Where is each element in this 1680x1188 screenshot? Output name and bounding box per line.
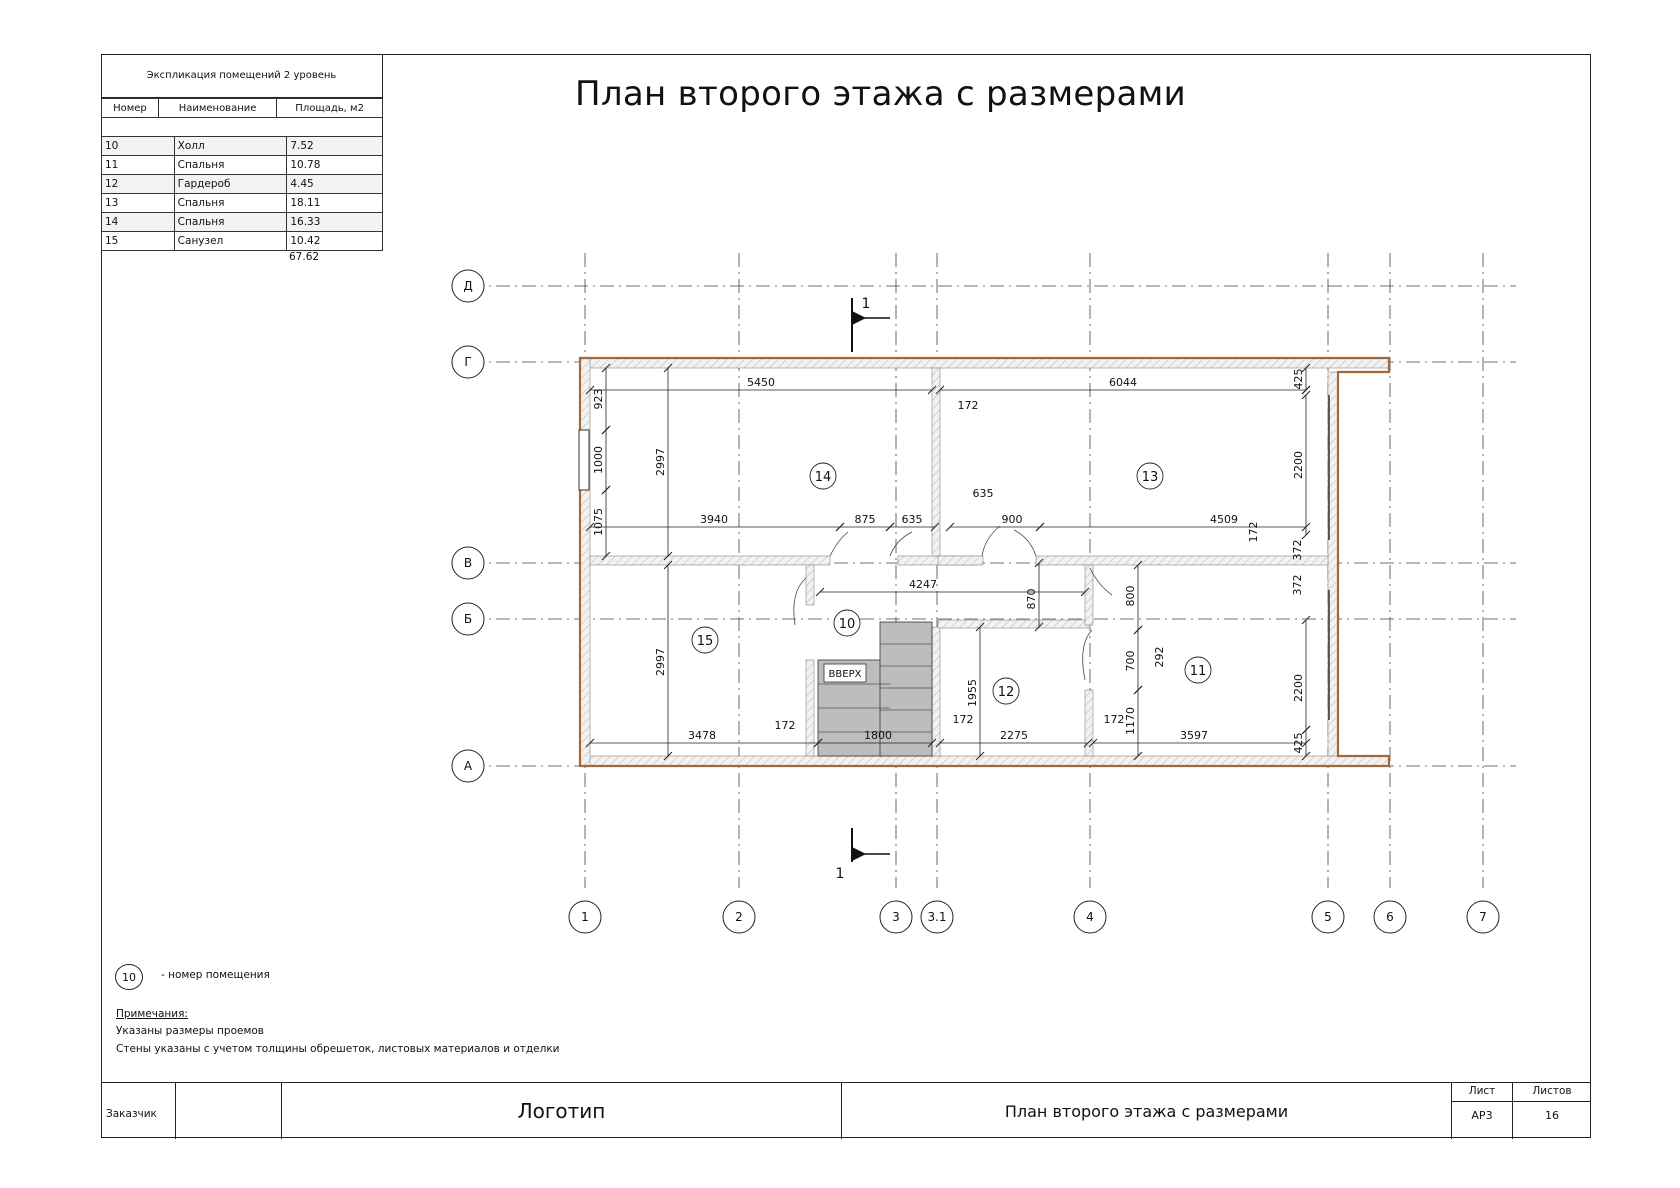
dim-text: 2200	[1292, 451, 1305, 479]
axis-label: В	[463, 556, 473, 570]
dim-text: 372	[1291, 539, 1304, 561]
dim-text: 172	[774, 719, 796, 732]
wall	[1085, 565, 1093, 625]
row-area: 7.52	[287, 137, 383, 156]
wall	[932, 368, 940, 556]
sheets-cell	[1513, 1083, 1591, 1139]
dim-text: 635	[901, 513, 923, 526]
row-area: 16.33	[287, 213, 383, 232]
door-swing	[1083, 630, 1092, 680]
axis-label: 7	[1479, 910, 1487, 924]
section-label: 1	[861, 296, 871, 312]
customer-cell	[101, 1083, 176, 1139]
row-number: 12	[102, 175, 175, 194]
dim-text: 4509	[1210, 513, 1238, 526]
dim-text: 3478	[688, 729, 716, 742]
dim-text: 923	[592, 388, 605, 410]
axis-label: Г	[464, 355, 472, 369]
page-title: План второго этажа с размерами	[575, 74, 1186, 114]
legend-text: - номер помещения	[161, 969, 270, 981]
logo-cell: Логотип	[282, 1083, 842, 1139]
dim-text: 172	[1247, 521, 1260, 543]
door-swing	[830, 532, 848, 556]
dim-text: 292	[1153, 646, 1166, 668]
dim-text: 1955	[966, 679, 979, 707]
sheet-label: Лист	[1452, 1085, 1512, 1102]
dim-text: 1170	[1124, 707, 1137, 735]
row-name: Спальня	[174, 194, 287, 213]
dim-text: 2275	[1000, 729, 1028, 742]
sheet-value: АР3	[1471, 1109, 1493, 1122]
dim-text: 2997	[654, 448, 667, 476]
row-area: 10.42	[287, 232, 383, 251]
note-line: Указаны размеры проемов	[116, 1025, 264, 1037]
row-name: Гардероб	[174, 175, 287, 194]
wall	[806, 565, 814, 605]
dim-text: 635	[972, 487, 994, 500]
axis-label: 3	[892, 910, 900, 924]
explication-caption: Экспликация помещений 2 уровень	[101, 54, 383, 98]
wall	[1036, 556, 1328, 565]
col-name: Наименование	[158, 99, 276, 118]
axis-label: 1	[581, 910, 589, 924]
row-area: 18.11	[287, 194, 383, 213]
col-area: Площадь, м2	[277, 99, 383, 118]
wall	[938, 556, 983, 565]
row-number: 11	[102, 156, 175, 175]
dim-text: 870	[1025, 588, 1038, 610]
door-swing	[1090, 568, 1112, 595]
dim-text: 800	[1124, 585, 1137, 607]
drawing-name-cell: План второго этажа с размерами	[842, 1083, 1452, 1139]
room-tag-label: 13	[1141, 470, 1159, 485]
dim-text: 2997	[654, 648, 667, 676]
door-swing	[982, 526, 1000, 556]
door-swing	[1014, 530, 1036, 556]
sheets-label: Листов	[1513, 1085, 1591, 1102]
room-tag-label: 11	[1189, 664, 1207, 679]
notes-heading: Примечания:	[116, 1008, 188, 1020]
axis-grid	[452, 253, 1516, 933]
wall	[580, 756, 1389, 766]
axis-label: 2	[735, 910, 743, 924]
customer-label: Заказчик	[106, 1108, 157, 1120]
room-tag-label: 14	[814, 470, 832, 485]
dim-text: 6044	[1109, 376, 1137, 389]
dim-text: 1075	[592, 508, 605, 536]
axis-label: 5	[1324, 910, 1332, 924]
dim-text: 3597	[1180, 729, 1208, 742]
blank-cell	[176, 1083, 282, 1139]
dim-text: 172	[957, 399, 979, 412]
sheets-value: 16	[1545, 1109, 1559, 1122]
wall	[580, 358, 1389, 368]
wall	[580, 358, 590, 766]
dim-text: 4247	[909, 578, 937, 591]
room-tag-label: 12	[997, 685, 1015, 700]
row-name: Холл	[174, 137, 287, 156]
dim-text: 3940	[700, 513, 728, 526]
wall	[1085, 690, 1093, 756]
axis-label: А	[463, 759, 473, 773]
row-number: 15	[102, 232, 175, 251]
dim-text: 172	[952, 713, 974, 726]
wall	[938, 620, 1090, 628]
sheet-cell	[1452, 1083, 1513, 1139]
row-number: 13	[102, 194, 175, 213]
door-swing	[794, 578, 806, 625]
dim-text: 1800	[864, 729, 892, 742]
dim-text: 5450	[747, 376, 775, 389]
room-tag-label: 15	[696, 634, 714, 649]
wall	[590, 556, 830, 565]
title-block	[101, 1082, 1591, 1138]
axis-label: 3.1	[927, 910, 947, 924]
stair-label: ВВЕРХ	[828, 669, 862, 680]
section-arrowhead	[852, 311, 866, 325]
row-area: 10.78	[287, 156, 383, 175]
row-name: Спальня	[174, 156, 287, 175]
row-number: 14	[102, 213, 175, 232]
row-name: Спальня	[174, 213, 287, 232]
dim-text: 372	[1291, 574, 1304, 596]
walls	[579, 358, 1389, 766]
dim-text: 2200	[1292, 674, 1305, 702]
section-arrowhead	[852, 847, 866, 861]
dim-text: 1000	[592, 446, 605, 474]
window	[579, 430, 589, 490]
row-number: 10	[102, 137, 175, 156]
dim-text: 172	[1103, 713, 1125, 726]
dim-text: 900	[1001, 513, 1023, 526]
room-number-marker: 10	[115, 964, 143, 990]
dim-text: 700	[1124, 650, 1137, 672]
row-area: 4.45	[287, 175, 383, 194]
col-number: Номер	[102, 99, 159, 118]
axis-label: 4	[1086, 910, 1094, 924]
wall	[806, 660, 814, 756]
axis-label: Б	[463, 612, 473, 626]
dim-text: 875	[854, 513, 876, 526]
room-tag-label: 10	[838, 617, 856, 632]
axis-label: Д	[463, 279, 473, 293]
note-line: Стены указаны с учетом толщины обрешеток, листовых материалов и отделки	[116, 1043, 560, 1055]
dim-text: 425	[1292, 368, 1305, 390]
dim-text: 425	[1292, 732, 1305, 754]
door-swing	[890, 532, 912, 556]
axis-label: 6	[1386, 910, 1394, 924]
row-name: Санузел	[174, 232, 287, 251]
section-label: 1	[835, 866, 845, 882]
wall	[932, 627, 940, 756]
explication-total: 67.62	[289, 251, 320, 263]
